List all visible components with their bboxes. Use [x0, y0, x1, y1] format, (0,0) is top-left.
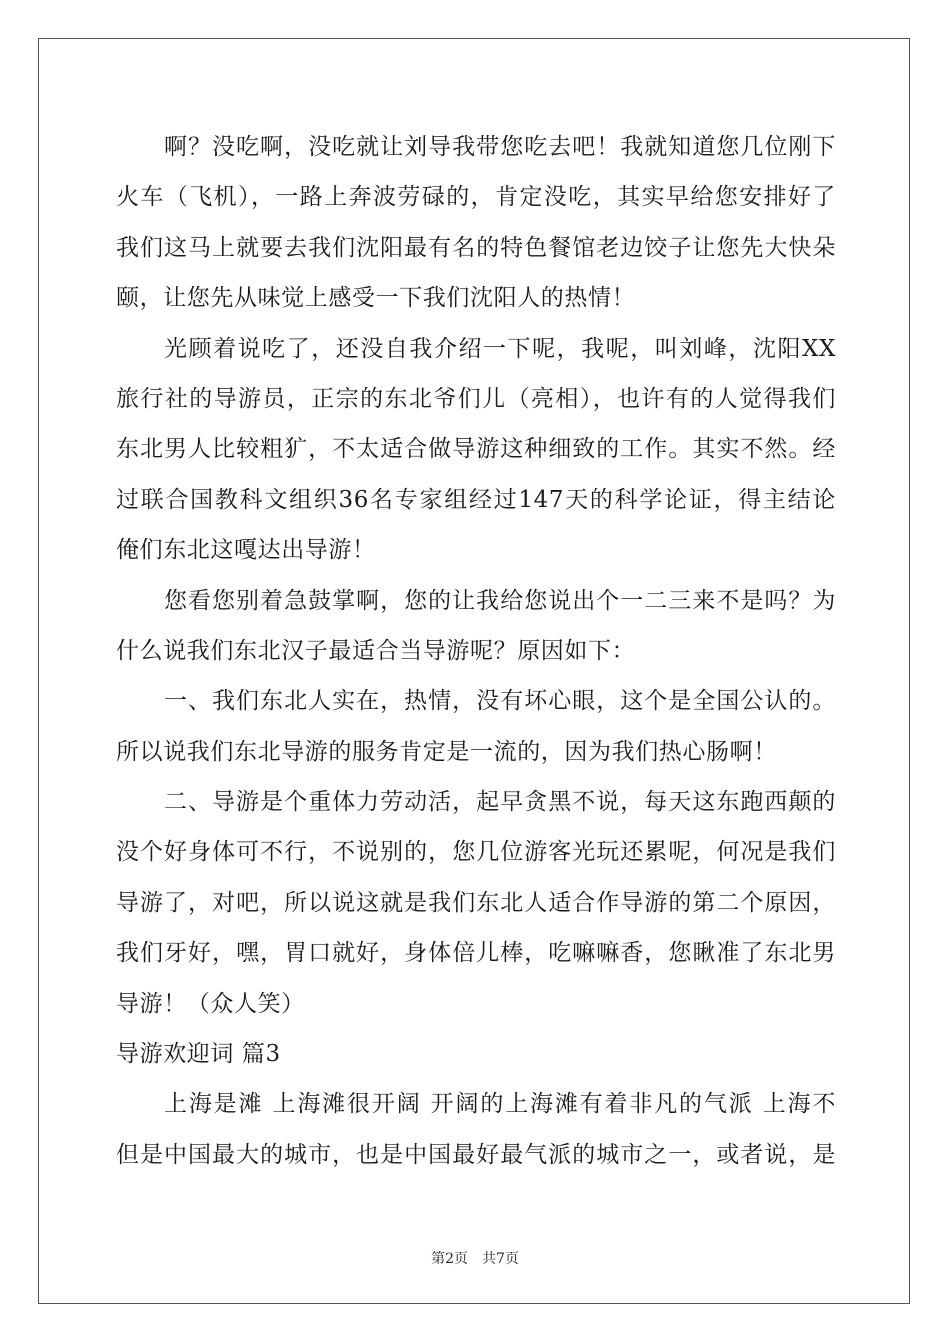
paragraph-4 [116, 676, 836, 777]
text-line: 光顾着说吃了，还没自我介绍一下呢，我呢，叫刘峰，沈阳XX [164, 335, 836, 362]
text-line: 东北男人比较粗犷，不太适合做导游这种细致的工作。其实不然。经 [116, 436, 836, 463]
text-line: 旅行社的导游员，正宗的东北爷们儿（亮相），也许有的人觉得我们 [116, 385, 836, 412]
text-line: 一、我们东北人实在，热情，没有坏心眼，这个是全国公认的。 [164, 688, 836, 715]
text-line: 颐，让您先从味觉上感受一下我们沈阳人的热情！ [116, 285, 636, 312]
text-line: 过联合国教科文组织36名专家组经过147天的科学论证，得主结论 [116, 486, 836, 513]
paragraph-1 [116, 122, 836, 324]
text-line: 所以说我们东北导游的服务肯定是一流的，因为我们热心肠啊！ [116, 738, 777, 765]
text-line: 导游！（众人笑） [116, 990, 305, 1017]
text-line: 火车（飞机），一路上奔波劳碌的，肯定没吃，其实早给您安排好了 [116, 184, 836, 211]
text-line: 但是中国最大的城市，也是中国最好最气派的城市之一，或者说，是 [116, 1141, 836, 1168]
text-line: 我们牙好，嘿，胃口就好，身体倍儿棒，吃嘛嘛香，您瞅准了东北男 [116, 940, 836, 967]
paragraph-3 [116, 576, 836, 677]
text-line: 导游了，对吧，所以说这就是我们东北人适合作导游的第二个原因， [116, 889, 836, 916]
paragraph-5 [116, 777, 836, 1029]
text-line: 啊？没吃啊，没吃就让刘导我带您吃去吧！我就知道您几位刚下 [164, 134, 836, 160]
paragraph-6 [116, 1079, 836, 1180]
document-body [116, 122, 836, 1180]
section-heading: 导游欢迎词 篇3 [116, 1041, 281, 1068]
text-line: 没个好身体可不行，不说别的，您几位游客光玩还累呢，何况是我们 [116, 839, 836, 866]
text-line: 您看您别着急鼓掌啊，您的让我给您说出个一二三来不是吗？为 [164, 587, 836, 614]
page-number-footer: 第2页 共7页 [431, 1251, 519, 1267]
text-line: 我们这马上就要去我们沈阳最有名的特色餐馆老边饺子让您先大快朵 [116, 234, 836, 261]
text-line: 什么说我们东北汉子最适合当导游呢？原因如下： [116, 637, 636, 664]
text-line: 上海是滩 上海滩很开阔 开阔的上海滩有着非凡的气派 上海不 [164, 1091, 836, 1118]
paragraph-2 [116, 324, 836, 576]
text-line: 俺们东北这嘎达出导游！ [116, 537, 376, 564]
text-line: 二、导游是个重体力劳动活，起早贪黑不说，每天这东跑西颠的 [164, 789, 836, 816]
